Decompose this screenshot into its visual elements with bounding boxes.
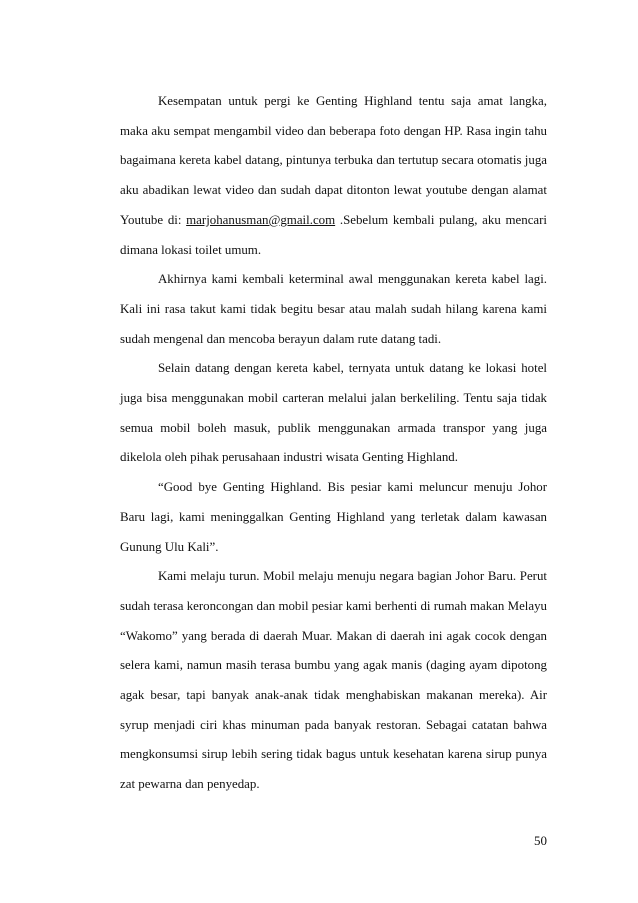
paragraph-1-text-before: Kesempatan untuk pergi ke Genting Highland tentu saja amat langka, maka aku sempat mengambil video dan beberapa foto dengan HP. Rasa ingin tahu bagaimana kereta kabel datang, pintunya terbuka dan tertutup secara otomatis juga aku abadikan lewat video dan sudah dapat ditonton lewat youtube dengan alamat Youtube di: [120,94,547,227]
paragraph-1-text-after: .Sebelum kembali pulang, aku mencari dimana lokasi toilet umum. [120,212,548,257]
email-link[interactable]: marjohanusman@gmail.com [186,212,336,227]
paragraph-5: Kami melaju turun. Mobil melaju menuju negara bagian Johor Baru. Perut sudah terasa keroncongan dan mobil pesiar kami berhenti di rumah makan Melayu “Wakomo” yang berada di daerah Muar. Makan di daerah ini agak cocok dengan selera kami, namun masih terasa bumbu yang agak manis (daging ayam dipotong agak besar, tapi banyak anak-anak tidak menghabiskan makanan mereka). Air syrup menjadi ciri khas minuman pada banyak restoran. Sebagai catatan bahwa mengkonsumsi sirup lebih sering tidak bagus untuk kesehatan karena sirup punya zat pewarna dan penyedap. [120,569,547,792]
body-text [120,87,547,800]
paragraph-3: Selain datang dengan kereta kabel, ternyata untuk datang ke lokasi hotel juga bisa menggunakan mobil carteran melalui jalan berkeliling. Tentu saja tidak semua mobil boleh masuk, publik menggunakan armada transpor yang juga dikelola oleh pihak perusahaan industri wisata Genting Highland. [120,361,547,465]
page-number: 50 [534,833,547,848]
paragraph-4: “Good bye Genting Highland. Bis pesiar kami meluncur menuju Johor Baru lagi, kami meninggalkan Genting Highland yang terletak dalam kawasan Gunung Ulu Kali”. [120,480,547,554]
paragraph-1 [120,87,547,265]
paragraph-2: Akhirnya kami kembali keterminal awal menggunakan kereta kabel lagi. Kali ini rasa takut kami tidak begitu besar atau malah sudah hilang karena kami sudah mengenal dan mencoba berayun dalam rute datang tadi. [120,272,547,346]
